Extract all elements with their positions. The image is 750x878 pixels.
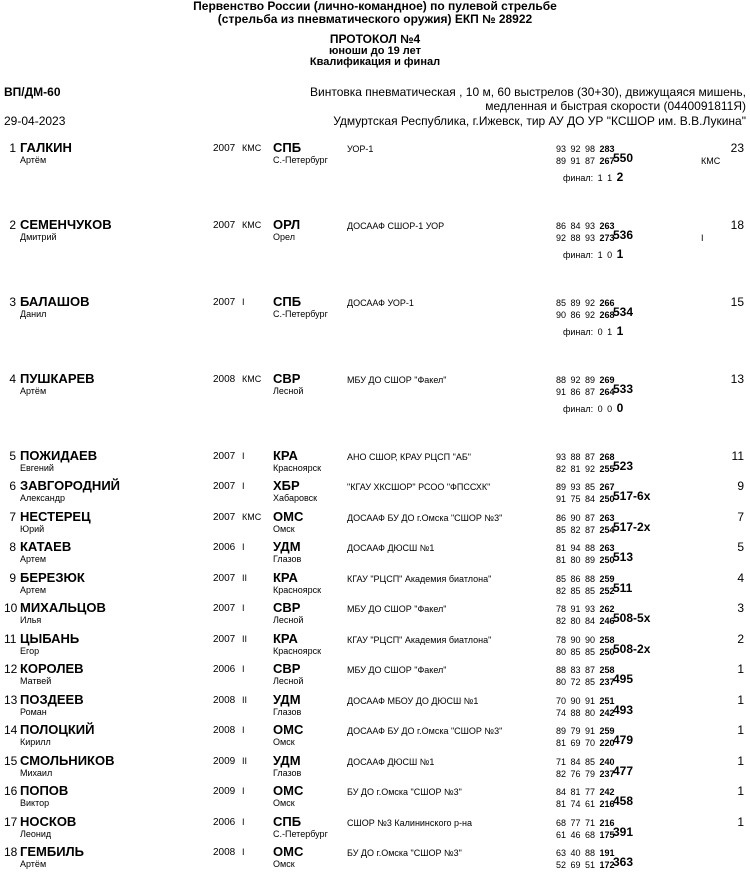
event-code: ВП/ДМ-60 <box>4 85 61 99</box>
team-points: 7 <box>737 510 744 524</box>
series-slow-total: 259 <box>599 574 615 584</box>
birth-year: 2007 <box>213 603 236 614</box>
series-slow-total: 251 <box>599 696 615 706</box>
rank: 5 <box>9 449 16 463</box>
city: Глазов <box>273 768 302 778</box>
team-points: 23 <box>730 141 744 155</box>
protocol-title: ПРОТОКОЛ №4 <box>329 32 421 46</box>
athlete-surname: ГАЛКИН <box>20 140 72 155</box>
club: МБУ ДО СШОР "Факел" <box>347 604 447 614</box>
final-score: 0 <box>616 401 624 415</box>
birth-year: 2006 <box>213 664 236 675</box>
series-slow-total: 259 <box>599 726 615 736</box>
birth-year: 2009 <box>213 786 236 797</box>
series-fast: 91 86 87 264 <box>556 387 615 397</box>
series-slow: 78 90 90 258 <box>556 635 615 645</box>
athlete-firstname: Артём <box>20 859 47 869</box>
athlete-surname: КАТАЕВ <box>20 539 72 554</box>
series-slow-total: 191 <box>599 848 615 858</box>
athlete-firstname: Леонид <box>20 829 52 839</box>
series-slow: 86 84 93 263 <box>556 221 615 231</box>
series-fast-total: 264 <box>599 387 615 397</box>
athlete-firstname: Данил <box>20 309 47 319</box>
city: Красноярск <box>273 646 322 656</box>
rank: 2 <box>9 218 16 232</box>
sport-category: КМС <box>242 143 262 153</box>
team-points: 1 <box>737 723 744 737</box>
sport-category: I <box>242 542 245 552</box>
city: Красноярск <box>273 463 322 473</box>
team-points: 9 <box>737 479 744 493</box>
athlete-surname: БАЛАШОВ <box>20 294 90 309</box>
series-fast-total: 250 <box>599 647 615 657</box>
athlete-surname: СМОЛЬНИКОВ <box>20 753 115 768</box>
series-fast: 82 80 84 246 <box>556 616 615 626</box>
series-slow: 85 89 92 266 <box>556 298 615 308</box>
series-fast: 81 69 70 220 <box>556 738 615 748</box>
rank: 8 <box>9 540 16 554</box>
region-code: СВР <box>273 600 301 615</box>
qualification-total: 363 <box>613 855 634 869</box>
birth-year: 2007 <box>213 512 236 523</box>
sport-category: I <box>242 847 245 857</box>
series-slow: 78 91 93 262 <box>556 604 615 614</box>
series-fast-total: 267 <box>599 156 615 166</box>
team-points: 1 <box>737 693 744 707</box>
club: ДОСААФ БУ ДО г.Омска "СШОР №3" <box>347 513 503 523</box>
series-fast-total: 254 <box>599 525 615 535</box>
city: Глазов <box>273 554 302 564</box>
city: Красноярск <box>273 585 322 595</box>
athlete-surname: БЕРЕЗЮК <box>20 570 85 585</box>
qualification-total: 517-2x <box>613 520 651 534</box>
team-points: 1 <box>737 754 744 768</box>
city: Глазов <box>273 707 302 717</box>
athlete-surname: НОСКОВ <box>20 814 77 829</box>
birth-year: 2008 <box>213 374 236 385</box>
team-points: 11 <box>731 449 744 463</box>
age-group: юноши до 19 лет <box>329 45 421 57</box>
series-slow: 71 84 85 240 <box>556 757 615 767</box>
city: Лесной <box>273 676 304 686</box>
athlete-surname: ПОПОВ <box>20 783 69 798</box>
athlete-firstname: Кирилл <box>20 737 51 747</box>
series-fast-total: 255 <box>599 464 615 474</box>
club: УОР-1 <box>347 144 374 154</box>
club: ДОСААФ БУ ДО г.Омска "СШОР №3" <box>347 726 503 736</box>
rank: 4 <box>9 372 16 386</box>
rank: 17 <box>4 815 18 829</box>
series-fast: 92 88 93 273 <box>556 233 615 243</box>
qualification-total: 536 <box>613 228 634 242</box>
sport-category: I <box>242 603 245 613</box>
series-slow: 85 86 88 259 <box>556 574 615 584</box>
region-code: СПБ <box>273 294 302 309</box>
region-code: ОМС <box>273 509 304 524</box>
series-fast-total: 242 <box>599 708 615 718</box>
series-fast-total: 252 <box>599 586 615 596</box>
stage-title: Квалификация и финал <box>309 56 441 68</box>
championship-subtitle: (стрельба из пневматического оружия) ЕКП № 28922 <box>217 12 533 26</box>
series-fast-total: 250 <box>599 555 615 565</box>
rank: 13 <box>4 693 18 707</box>
series-slow-total: 258 <box>599 665 615 675</box>
sport-category: КМС <box>242 512 262 522</box>
athlete-firstname: Егор <box>20 646 40 656</box>
series-slow-total: 240 <box>599 757 615 767</box>
team-points: 4 <box>737 571 744 585</box>
series-slow-total: 242 <box>599 787 615 797</box>
series-fast: 82 85 85 252 <box>556 586 615 596</box>
region-code: КРА <box>273 631 298 646</box>
series-slow-total: 263 <box>599 221 615 231</box>
athlete-firstname: Артём <box>20 386 47 396</box>
qualification-total: 550 <box>613 151 634 165</box>
series-fast-total: 246 <box>599 616 615 626</box>
club: АНО СШОР, КРАУ РЦСП "АБ" <box>347 452 471 462</box>
series-fast-total: 237 <box>599 677 615 687</box>
qualification-total: 495 <box>613 672 634 686</box>
championship-title: Первенство России (лично-командное) по пулевой стрельбе <box>193 0 557 13</box>
event-venue: Удмуртская Республика, г.Ижевск, тир АУ ДО УР "КСШОР им. В.В.Лукина" <box>333 114 746 128</box>
series-slow-total: 258 <box>599 635 615 645</box>
series-slow-total: 268 <box>599 452 615 462</box>
qualification-total: 391 <box>613 825 634 839</box>
club: ДОСААФ СШОР-1 УОР <box>347 221 445 231</box>
team-points: 3 <box>737 601 744 615</box>
qualification-total: 479 <box>613 733 634 747</box>
athlete-firstname: Илья <box>20 615 42 625</box>
qualification-total: 511 <box>613 581 633 595</box>
series-slow-total: 263 <box>599 543 615 553</box>
series-slow-total: 216 <box>599 818 615 828</box>
region-code: КРА <box>273 448 298 463</box>
qualification-category: I <box>701 233 704 243</box>
club: БУ ДО г.Омска "СШОР №3" <box>347 787 462 797</box>
athlete-surname: КОРОЛЕВ <box>20 661 84 676</box>
sport-category: I <box>242 297 245 307</box>
team-points: 5 <box>737 540 744 554</box>
rank: 15 <box>4 754 18 768</box>
region-code: ОМС <box>273 783 304 798</box>
region-code: ОМС <box>273 844 304 859</box>
final-score: 2 <box>616 170 624 184</box>
birth-year: 2007 <box>213 143 236 154</box>
region-code: УДМ <box>273 692 301 707</box>
series-fast: 85 82 87 254 <box>556 525 615 535</box>
team-points: 1 <box>737 662 744 676</box>
series-fast: 74 88 80 242 <box>556 708 615 718</box>
sport-category: I <box>242 817 245 827</box>
final-result: финал: 0 1 1 <box>563 324 624 338</box>
series-fast-total: 216 <box>599 799 615 809</box>
team-points: 18 <box>730 218 744 232</box>
athlete-surname: ЗАВГОРОДНИЙ <box>20 478 121 493</box>
athlete-surname: ПОЛОЦКИЙ <box>20 722 95 737</box>
series-fast: 82 81 92 255 <box>556 464 615 474</box>
birth-year: 2008 <box>213 725 236 736</box>
qualification-total: 493 <box>613 703 634 717</box>
birth-year: 2007 <box>213 573 236 584</box>
team-points: 15 <box>730 295 744 309</box>
series-fast: 82 76 79 237 <box>556 769 615 779</box>
sport-category: I <box>242 786 245 796</box>
region-code: ОМС <box>273 722 304 737</box>
birth-year: 2008 <box>213 695 236 706</box>
rank: 14 <box>4 723 18 737</box>
athlete-firstname: Александр <box>20 493 66 503</box>
series-slow: 86 90 87 263 <box>556 513 615 523</box>
series-fast: 80 72 85 237 <box>556 677 615 687</box>
region-code: СПБ <box>273 814 302 829</box>
series-slow: 88 83 87 258 <box>556 665 615 675</box>
athlete-surname: ПУШКАРЕВ <box>20 371 95 386</box>
sport-category: II <box>242 573 248 583</box>
rank: 3 <box>9 295 16 309</box>
series-slow: 81 94 88 263 <box>556 543 615 553</box>
rank: 12 <box>4 662 18 676</box>
qualification-total: 523 <box>613 459 634 473</box>
club: ДОСААФ УОР-1 <box>347 298 414 308</box>
athlete-surname: СЕМЕНЧУКОВ <box>20 217 112 232</box>
city: Орел <box>273 232 295 242</box>
athlete-firstname: Виктор <box>20 798 50 808</box>
athlete-firstname: Артем <box>20 585 47 595</box>
sport-category: КМС <box>242 374 262 384</box>
rank: 1 <box>9 141 16 155</box>
qualification-total: 517-6x <box>613 489 651 503</box>
event-date: 29-04-2023 <box>4 114 66 128</box>
team-points: 2 <box>737 632 744 646</box>
city: С.-Петербург <box>273 309 328 319</box>
birth-year: 2008 <box>213 847 236 858</box>
athlete-surname: НЕСТЕРЕЦ <box>20 509 91 524</box>
series-fast: 80 85 85 250 <box>556 647 615 657</box>
team-points: 13 <box>730 372 744 386</box>
sport-category: I <box>242 725 245 735</box>
series-slow: 88 92 89 269 <box>556 375 615 385</box>
city: Лесной <box>273 386 304 396</box>
athlete-firstname: Юрий <box>20 524 45 534</box>
event-description-line2: медленная и быстрая скорости (0440091811Я) <box>485 99 746 113</box>
final-result: финал: 1 1 2 <box>563 170 624 184</box>
athlete-firstname: Дмитрий <box>20 232 57 242</box>
qualification-total: 458 <box>613 794 634 808</box>
qualification-total: 533 <box>613 382 634 396</box>
series-fast-total: 268 <box>599 310 615 320</box>
birth-year: 2007 <box>213 220 236 231</box>
city: Омск <box>273 798 295 808</box>
club: КГАУ "РЦСП" Академия биатлона" <box>347 574 492 584</box>
sport-category: I <box>242 664 245 674</box>
series-slow-total: 266 <box>599 298 615 308</box>
series-fast-total: 250 <box>599 494 615 504</box>
city: С.-Петербург <box>273 829 328 839</box>
series-fast-total: 220 <box>599 738 615 748</box>
series-slow: 70 90 91 251 <box>556 696 615 706</box>
region-code: КРА <box>273 570 298 585</box>
series-fast: 81 80 89 250 <box>556 555 615 565</box>
rank: 7 <box>9 510 16 524</box>
club: ДОСААФ ДЮСШ №1 <box>347 757 435 767</box>
region-code: УДМ <box>273 539 301 554</box>
sport-category: I <box>242 481 245 491</box>
series-slow-total: 269 <box>599 375 615 385</box>
athlete-surname: ГЕМБИЛЬ <box>20 844 85 859</box>
athlete-firstname: Евгений <box>20 463 54 473</box>
final-result: финал: 0 0 0 <box>563 401 624 415</box>
series-slow: 93 92 98 283 <box>556 144 615 154</box>
club: ДОСААФ МБОУ ДО ДЮСШ №1 <box>347 696 479 706</box>
series-fast-total: 237 <box>599 769 615 779</box>
city: Омск <box>273 524 295 534</box>
birth-year: 2006 <box>213 542 236 553</box>
rank: 16 <box>4 784 18 798</box>
region-code: УДМ <box>273 753 301 768</box>
sport-category: II <box>242 695 248 705</box>
birth-year: 2006 <box>213 817 236 828</box>
birth-year: 2007 <box>213 297 236 308</box>
series-fast: 81 74 61 216 <box>556 799 615 809</box>
series-slow: 89 79 91 259 <box>556 726 615 736</box>
event-description-line1: Винтовка пневматическая , 10 м, 60 выстрелов (30+30), движущаяся мишень, <box>310 85 746 99</box>
final-score: 1 <box>616 247 624 261</box>
athlete-surname: ПОЖИДАЕВ <box>20 448 98 463</box>
athlete-firstname: Артём <box>20 155 47 165</box>
club: БУ ДО г.Омска "СШОР №3" <box>347 848 462 858</box>
region-code: СВР <box>273 371 301 386</box>
rank: 10 <box>4 601 18 615</box>
athlete-surname: МИХАЛЬЦОВ <box>20 600 106 615</box>
club: МБУ ДО СШОР "Факел" <box>347 665 447 675</box>
final-result: финал: 1 0 1 <box>563 247 624 261</box>
qualification-total: 534 <box>613 305 634 319</box>
birth-year: 2007 <box>213 481 236 492</box>
series-slow: 89 93 85 267 <box>556 482 615 492</box>
birth-year: 2009 <box>213 756 236 767</box>
series-fast-total: 172 <box>599 860 615 870</box>
athlete-surname: ПОЗДЕЕВ <box>20 692 84 707</box>
qualification-category: КМС <box>701 156 721 166</box>
series-fast: 89 91 87 267 <box>556 156 615 166</box>
series-slow-total: 267 <box>599 482 615 492</box>
city: Хабаровск <box>273 493 318 503</box>
club: ДОСААФ ДЮСШ №1 <box>347 543 435 553</box>
series-slow: 63 40 88 191 <box>556 848 615 858</box>
series-slow-total: 283 <box>599 144 615 154</box>
series-fast: 61 46 68 175 <box>556 830 615 840</box>
rank: 6 <box>9 479 16 493</box>
club: "КГАУ ХКСШОР" РСОО "ФПССХК" <box>347 482 491 492</box>
sport-category: II <box>242 756 248 766</box>
series-slow: 93 88 87 268 <box>556 452 615 462</box>
qualification-total: 508-5x <box>613 611 651 625</box>
series-slow: 68 77 71 216 <box>556 818 615 828</box>
city: С.-Петербург <box>273 155 328 165</box>
region-code: СПБ <box>273 140 302 155</box>
team-points: 1 <box>737 784 744 798</box>
series-slow-total: 263 <box>599 513 615 523</box>
city: Омск <box>273 737 295 747</box>
city: Лесной <box>273 615 304 625</box>
athlete-firstname: Роман <box>20 707 47 717</box>
team-points: 1 <box>737 815 744 829</box>
qualification-total: 513 <box>613 550 634 564</box>
rank: 11 <box>4 632 17 646</box>
series-slow-total: 262 <box>599 604 615 614</box>
qualification-total: 508-2x <box>613 642 651 656</box>
club: КГАУ "РЦСП" Академия биатлона" <box>347 635 492 645</box>
rank: 18 <box>4 845 18 859</box>
qualification-total: 477 <box>613 764 634 778</box>
series-fast: 52 69 51 172 <box>556 860 615 870</box>
region-code: ОРЛ <box>273 217 301 232</box>
athlete-firstname: Матвей <box>20 676 52 686</box>
series-fast-total: 175 <box>599 830 615 840</box>
club: МБУ ДО СШОР "Факел" <box>347 375 447 385</box>
region-code: ХБР <box>273 478 300 493</box>
rank: 9 <box>9 571 16 585</box>
birth-year: 2007 <box>213 634 236 645</box>
series-fast: 90 86 92 268 <box>556 310 615 320</box>
series-fast: 91 75 84 250 <box>556 494 615 504</box>
athlete-firstname: Артем <box>20 554 47 564</box>
sport-category: II <box>242 634 248 644</box>
birth-year: 2007 <box>213 451 236 462</box>
club: СШОР №3 Калининского р-на <box>347 818 473 828</box>
final-score: 1 <box>616 324 624 338</box>
series-slow: 84 81 77 242 <box>556 787 615 797</box>
athlete-firstname: Михаил <box>20 768 53 778</box>
region-code: СВР <box>273 661 301 676</box>
city: Омск <box>273 859 295 869</box>
athlete-surname: ЦЫБАНЬ <box>20 631 80 646</box>
series-fast-total: 273 <box>599 233 615 243</box>
sport-category: КМС <box>242 220 262 230</box>
sport-category: I <box>242 451 245 461</box>
